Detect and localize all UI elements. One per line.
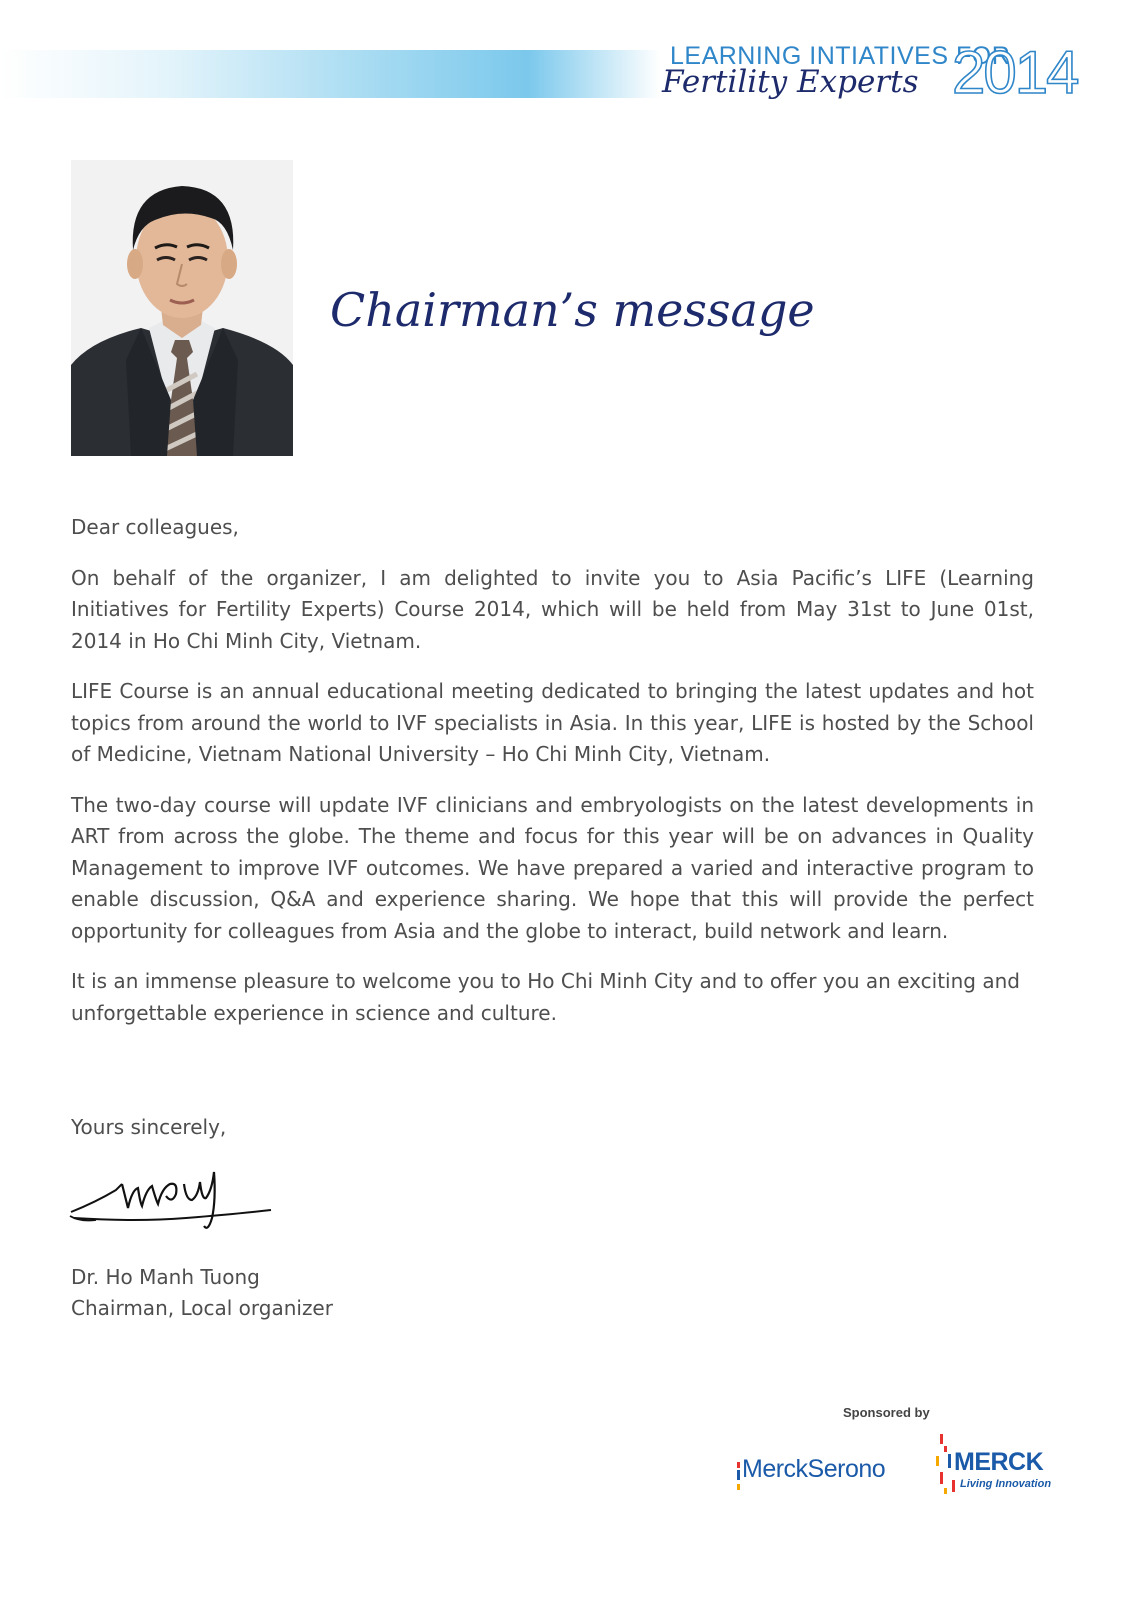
letter-paragraph: It is an immense pleasure to welcome you to Ho Chi Minh City and to offer you an exciting and unforgettable experience in science and culture. (71, 969, 1020, 1025)
header-gradient-band (0, 50, 660, 98)
signatory-name: Dr. Ho Manh Tuong (71, 1265, 260, 1289)
merck-logo (932, 1432, 1052, 1512)
merck-mark-icon (932, 1432, 956, 1512)
letter-paragraph: LIFE Course is an annual educational meeting dedicated to bringing the latest updates and hot topics from around the world to IVF specialists in Asia. In this year, LIFE is hosted by the School of Medicine, Vietnam National University – Ho Chi Minh City, Vietnam. (71, 679, 1034, 766)
portrait-illustration (71, 160, 293, 456)
merck-serono-logo (734, 1448, 914, 1498)
letter-paragraph: On behalf of the organizer, I am delighted to invite you to Asia Pacific’s LIFE (Learning Initiatives for Fertility Experts) Course 2014, which will be held from May 31st to June 01st, 2014 in Ho Chi Minh City, Vietnam. (71, 565, 1034, 653)
handwritten-signature (66, 1160, 281, 1235)
event-logo-line1: LEARNING INTIATIVES FOR (670, 42, 1011, 70)
merck-wordmark: MERCK (954, 1448, 1044, 1476)
signatory-role: Chairman, Local organizer (71, 1296, 333, 1320)
event-logo-year: 2014 (952, 39, 1078, 106)
sponsored-by-label: Sponsored by (843, 1405, 930, 1420)
merck-tagline: Living Innovation (960, 1478, 1052, 1490)
event-logo-line2: Fertility Experts (662, 64, 919, 100)
merck-serono-wordmark: MerckSerono (742, 1455, 886, 1483)
chairman-portrait (71, 160, 293, 456)
page-title: Chairman’s message (330, 283, 815, 337)
letter-greeting: Dear colleagues, (71, 515, 239, 539)
letter-closing: Yours sincerely, (71, 1115, 227, 1139)
letter-body (71, 512, 1034, 1048)
letter-paragraph: The two-day course will update IVF clinicians and embryologists on the latest developments in ART from across the globe. The theme and focus for this year will be on advances in Quality Management to improve IVF outcomes. We have prepared a varied and interactive program to enable discussion, Q&A and experience sharing. We hope that this will provide the perfect opportunity for colleagues from Asia and the globe to interact, build network and learn. (71, 792, 1034, 943)
signatory-block (71, 1262, 333, 1324)
event-logo (662, 38, 1120, 108)
